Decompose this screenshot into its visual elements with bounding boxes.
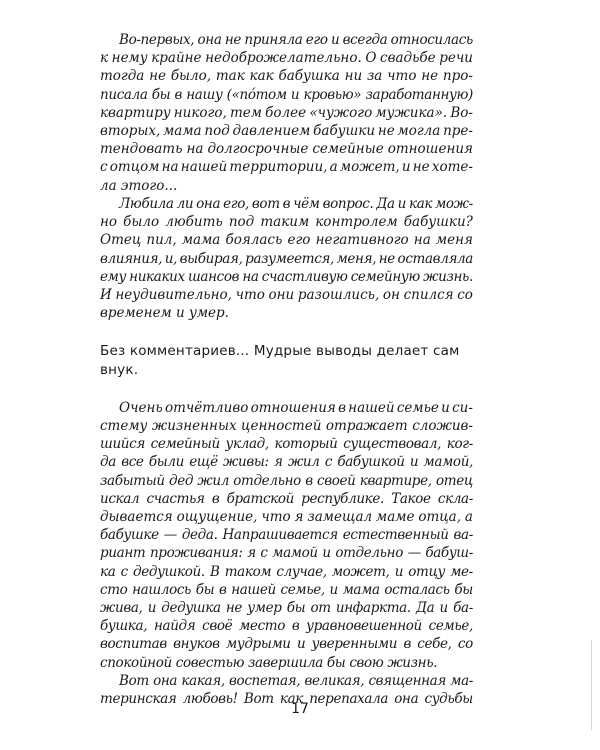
text-line: жива, и дедушка не умер бы от инфаркта. Да и ба-: [100, 600, 473, 616]
commentary-line: Без комментариев... Мудрые выводы делает сам: [100, 343, 460, 360]
commentary-line: внук.: [100, 361, 139, 378]
text-line: к нему крайне недоброжелательно. О свадьбе речи: [100, 50, 473, 67]
text-line: Любила ли она его, вот в чём вопрос. Да и как мож-: [119, 195, 473, 212]
text-line: ему никаких шансов на счастливую семейную жизнь.: [100, 268, 473, 285]
text-line: писала бы в нашу («пóтом и кровью» заработанную): [100, 86, 473, 103]
text-line: бушка, найдя своё место в уравновешенной семье,: [100, 618, 473, 635]
text-line: сто нашлось бы в нашей семье, и мама осталась бы: [100, 581, 473, 598]
text-line: Во-первых, она не приняла его и всегда относилась: [119, 32, 473, 48]
text-line: временем и умер.: [100, 305, 229, 322]
text-line: риант проживания: я с мамой и отдельно — бабуш-: [100, 545, 473, 562]
text-line: квартиру никого, тем более «чужого мужика». Во-: [100, 104, 473, 121]
text-line: стему жизненных ценностей отражает сложив-: [100, 417, 473, 434]
text-line: да все были ещё живы: я жил с бабушкой и мамой,: [100, 454, 473, 471]
text-line: Отец пил, мама боялась его негативного на меня: [100, 232, 473, 249]
text-line: влияния, и, выбирая, разумеется, меня, не оставляла: [100, 250, 473, 267]
text-line: спокойной совестью завершила бы свою жизнь.: [100, 654, 438, 671]
text-line: тендовать на долгосрочные семейные отношения: [100, 141, 473, 158]
text-line: забытый дед жил отдельно в своей квартире, отец: [100, 472, 473, 489]
text-line: вторых, мама под давлением бабушки не могла пре-: [100, 123, 473, 139]
text-line: но было любить под таким контролем бабушки?: [100, 214, 473, 231]
page-edge-shadow: [591, 640, 592, 730]
text-line: тогда не было, так как бабушка ни за что не про-: [100, 68, 473, 85]
text-line: воспитав внуков мудрыми и уверенными в себе, со: [100, 636, 473, 653]
text-line: теринская любовь! Вот как перепахала она судьбы: [100, 691, 473, 707]
text-line: Очень отчётливо отношения в нашей семье и си-: [119, 399, 473, 416]
text-line: дывается ощущение, что я замещал маме отца, а: [100, 508, 473, 525]
text-line: шийся семейный уклад, который существовал, ког-: [100, 436, 473, 453]
text-line: ка с дедушкой. В таком случае, может, и отцу ме-: [100, 563, 473, 580]
text-line: И неудивительно, что они разошлись, он спился со: [100, 286, 473, 303]
text-line: искал счастья в братской республике. Такое скла-: [100, 490, 473, 507]
text-line: Вот она какая, воспетая, великая, священная ма-: [119, 672, 473, 689]
text-line: бабушке — деда. Напрашивается естественный ва-: [100, 527, 473, 544]
page-number: 17: [291, 701, 309, 717]
text-line: с отцом на нашей территории, а может, и не хоте-: [100, 159, 473, 176]
text-line: ла этого...: [100, 177, 178, 194]
